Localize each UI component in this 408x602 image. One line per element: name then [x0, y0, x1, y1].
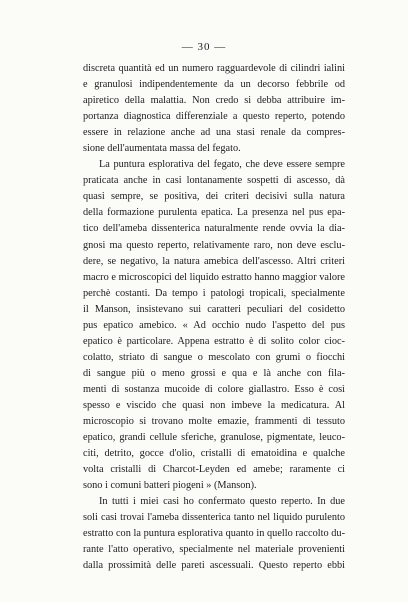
text-line: quasi sempre, se positiva, dei criteri decisivi sulla natura: [83, 191, 345, 203]
text-line: dalla prossimità delle pareti ascessuali. Questo reperto ebbi: [83, 560, 345, 572]
text-line: gnosi ma questo reperto, relativamente raro, non deve esclu-: [83, 239, 345, 251]
paragraph-first-line: In tutti i miei casi ho confermato questo reperto. In due: [99, 496, 345, 508]
text-line: dere, se negativo, la natura amebica dell'ascesso. Altri criteri: [83, 255, 345, 267]
text-line: epatico è particolare. Appena estratto è di solito color cioc-: [83, 335, 345, 347]
text-line: spesso e viscido che quasi non imbeve la medicatura. Al: [83, 399, 345, 411]
text-line: estratto con la puntura esplorativa quanto in quello raccolto du-: [83, 528, 345, 540]
text-line: volta cristalli di Charcot-Leyden ed amebe; raramente ci: [83, 464, 345, 476]
text-line: colatto, striato di sangue o mescolato con grumi o fiocchi: [83, 351, 345, 363]
text-line: perchè costanti. Da tempo i patologi tropicali, specialmente: [83, 287, 345, 299]
text-line: citi, detrito, gocce d'olio, cristalli di ematoidina e qualche: [83, 448, 345, 460]
body-text: [83, 61, 345, 575]
text-line: menti di sostanza mucoide di colore giallastro. Esso è così: [83, 383, 345, 395]
text-line: praticata anche in casi lontanamente sospetti di ascesso, dà: [83, 175, 345, 187]
text-line: e granulosi indipendentemente da un decorso febbrile od: [83, 79, 345, 91]
text-line: soli casi trovai l'ameba dissenterica tanto nel liquido purulento: [83, 512, 345, 524]
text-line: macro e microscopici del liquido estratto hanno maggior valore: [83, 271, 345, 283]
text-line: apiretico della malattia. Non credo si debba attribuire im-: [83, 95, 345, 107]
page-number: — 30 —: [181, 41, 227, 53]
text-line: portanza diagnostica differenziale a questo reperto, potendo: [83, 111, 345, 123]
text-line: microscopio si trovano molte emazie, frammenti di tessuto: [83, 416, 345, 428]
text-line: discreta quantità ed un numero ragguardevole di cilindri ialini: [83, 63, 345, 74]
text-line: di sangue più o meno grossi e qua e là anche con fila-: [83, 367, 345, 379]
text-line: pus epatico amebico. « Ad occhio nudo l'aspetto del pus: [83, 319, 345, 331]
text-line: sione dell'aumentata massa del fegato.: [83, 143, 241, 155]
text-line: epatico, grandi cellule sferiche, granulose, pigmentate, leuco-: [83, 432, 345, 444]
text-line: essere in relazione anche ad una stasi renale da compres-: [83, 127, 345, 139]
text-line: il Manson, insistevano sui caratteri peculiari del cosidetto: [83, 303, 345, 315]
paragraph-first-line: La puntura esplorativa del fegato, che deve essere sempre: [99, 159, 345, 171]
text-line: sono i comuni batteri piogeni » (Manson).: [83, 480, 257, 492]
text-line: della formazione purulenta epatica. La presenza nel pus epa-: [83, 207, 345, 219]
text-line: tico dell'ameba dissenterica naturalmente rende ovvia la dia-: [83, 223, 345, 235]
text-line: rante l'atto operativo, specialmente nel materiale provenienti: [83, 544, 345, 556]
